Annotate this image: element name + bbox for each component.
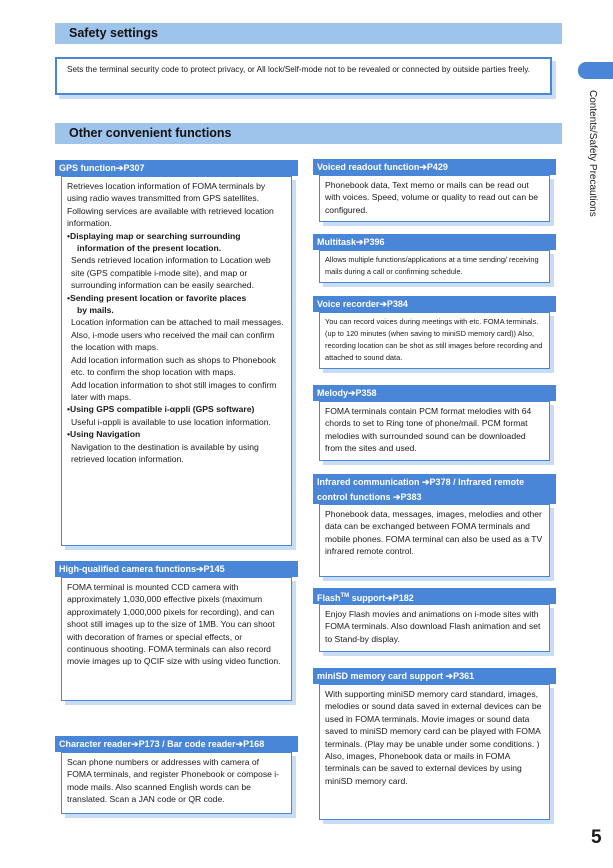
multitask-box	[313, 234, 556, 283]
flash-header-ref: support➔P182	[349, 593, 414, 603]
gps-bullet-mail-cont: by mails.	[77, 305, 114, 316]
character-reader-header: Character reader➔P173 / Bar code reader➔P168	[55, 736, 298, 752]
character-reader-body: Scan phone numbers or addresses with camera of FOMA terminals, and register Phonebook or compose i-mode mails. Also scanned English words can be translated. Scan a JAN code or QR code.	[61, 752, 292, 814]
gps-function-header: GPS function➔P307	[55, 160, 298, 176]
character-reader-box	[55, 736, 298, 814]
gps-bullet-appli: •Using GPS compatible i-αppli (GPS software)	[67, 404, 255, 415]
convenient-functions-title: Other convenient functions	[55, 123, 562, 144]
minisd-box	[313, 668, 556, 820]
voiced-readout-box	[313, 159, 556, 222]
gps-bullet-mail: •Sending present location or favorite places	[67, 292, 247, 303]
voiced-readout-header: Voiced readout function➔P429	[313, 159, 556, 175]
gps-intro: Retrieves location information of FOMA terminals by using radio waves transmitted from GPS satellites. Following services are available with retrieved location information.	[67, 181, 274, 229]
camera-body: FOMA terminal is mounted CCD camera with approximately 1,030,000 effective pixels (maximum approximately 1,000,000 pixels for recording), and can shoot still images up to the size of 1MB. You can shoot with decoration of frames or special effects, or continuous shooting. FOMA terminals can also record movie images up to QCIF size with using video function.	[61, 577, 292, 701]
gps-function-body	[61, 176, 292, 546]
side-index-tab	[578, 62, 613, 79]
flash-box	[313, 588, 556, 652]
melody-body: FOMA terminals contain PCM format melodies with 64 chords to set to Ring tone of phone/mail. PCM format melodies with surrounded sound can be downloaded from the sites and used.	[319, 401, 550, 461]
camera-header: High-qualified camera functions➔P145	[55, 561, 298, 577]
voice-recorder-header: Voice recorder➔P384	[313, 296, 556, 312]
melody-header: Melody➔P358	[313, 385, 556, 401]
multitask-body: Allows multiple functions/applications at a time sending/ receiving mails during a call or confirming schedule.	[319, 250, 550, 283]
flash-body: Enjoy Flash movies and animations on i-mode sites with FOMA terminals. Also download Flash animation and set to Stand-by display.	[319, 604, 550, 652]
gps-function-box	[55, 160, 298, 546]
page-number: 5	[591, 827, 602, 848]
gps-still-text: Add location information to shot still images to confirm later with maps.	[71, 379, 277, 402]
safety-settings-title: Safety settings	[55, 23, 562, 44]
voiced-readout-body: Phonebook data, Text memo or mails can be read out with voices. Speed, volume or quality to read out can be configured.	[319, 175, 550, 222]
side-index-label: Contents/Safety Precautions	[587, 90, 598, 217]
voice-recorder-body: You can record voices during meetings with etc. FOMA terminals. (up to 120 minutes (when saving to miniSD memory card)) Also, recording location can be shot as still images before recording and attached to sound data.	[319, 312, 550, 369]
infrared-body: Phonebook data, messages, images, melodies and other data can be exchanged between FOMA terminals and mobile phones. FOMA terminal can also be used as a TV infrared remote control.	[319, 504, 550, 577]
multitask-header: Multitask➔P396	[313, 234, 556, 250]
flash-header-tm: TM	[340, 593, 350, 599]
gps-bullet-map: •Displaying map or searching surrounding	[67, 230, 241, 241]
safety-settings-text: Sets the terminal security code to protect privacy, or All lock/Self-mode not to be revealed or connected by outside parties freely.	[55, 57, 552, 95]
gps-map-text: Sends retrieved location information to Location web site (GPS compatible i-mode site), and map or surrounding information can be easily searched.	[71, 255, 271, 291]
minisd-body: With supporting miniSD memory card standard, images, melodies or sound data saved in external devices can be used in FOMA terminals. Movie images or sound data saved to miniSD memory card can be played with FOMA terminals. (Play may be unable under some conditions. ) Also, images, Phonebook data or mails in FOMA terminals can be saved to external devices by using miniSD memory card.	[319, 684, 550, 820]
flash-header	[313, 588, 556, 604]
infrared-box	[313, 474, 556, 577]
gps-navigation-text: Navigation to the destination is available by using retrieved location information.	[71, 441, 259, 464]
melody-box	[313, 385, 556, 461]
flash-header-name: Flash	[317, 593, 341, 603]
infrared-header: Infrared communication ➔P378 / Infrared remote control functions ➔P383	[313, 474, 556, 504]
gps-appli-text: Useful i-αppli is available to use location information.	[71, 416, 271, 427]
gps-bullet-navigation: •Using Navigation	[67, 429, 141, 440]
gps-mail-text: Location information can be attached to mail messages. Also, i-mode users who received the mail can confirm the location with maps.	[71, 317, 284, 353]
minisd-header: miniSD memory card support ➔P361	[313, 668, 556, 684]
gps-phonebook-text: Add location information such as shops to Phonebook etc. to confirm the shop location with maps.	[71, 354, 276, 378]
gps-bullet-map-cont: information of the present location.	[77, 243, 222, 254]
voice-recorder-box	[313, 296, 556, 369]
camera-box	[55, 561, 298, 701]
